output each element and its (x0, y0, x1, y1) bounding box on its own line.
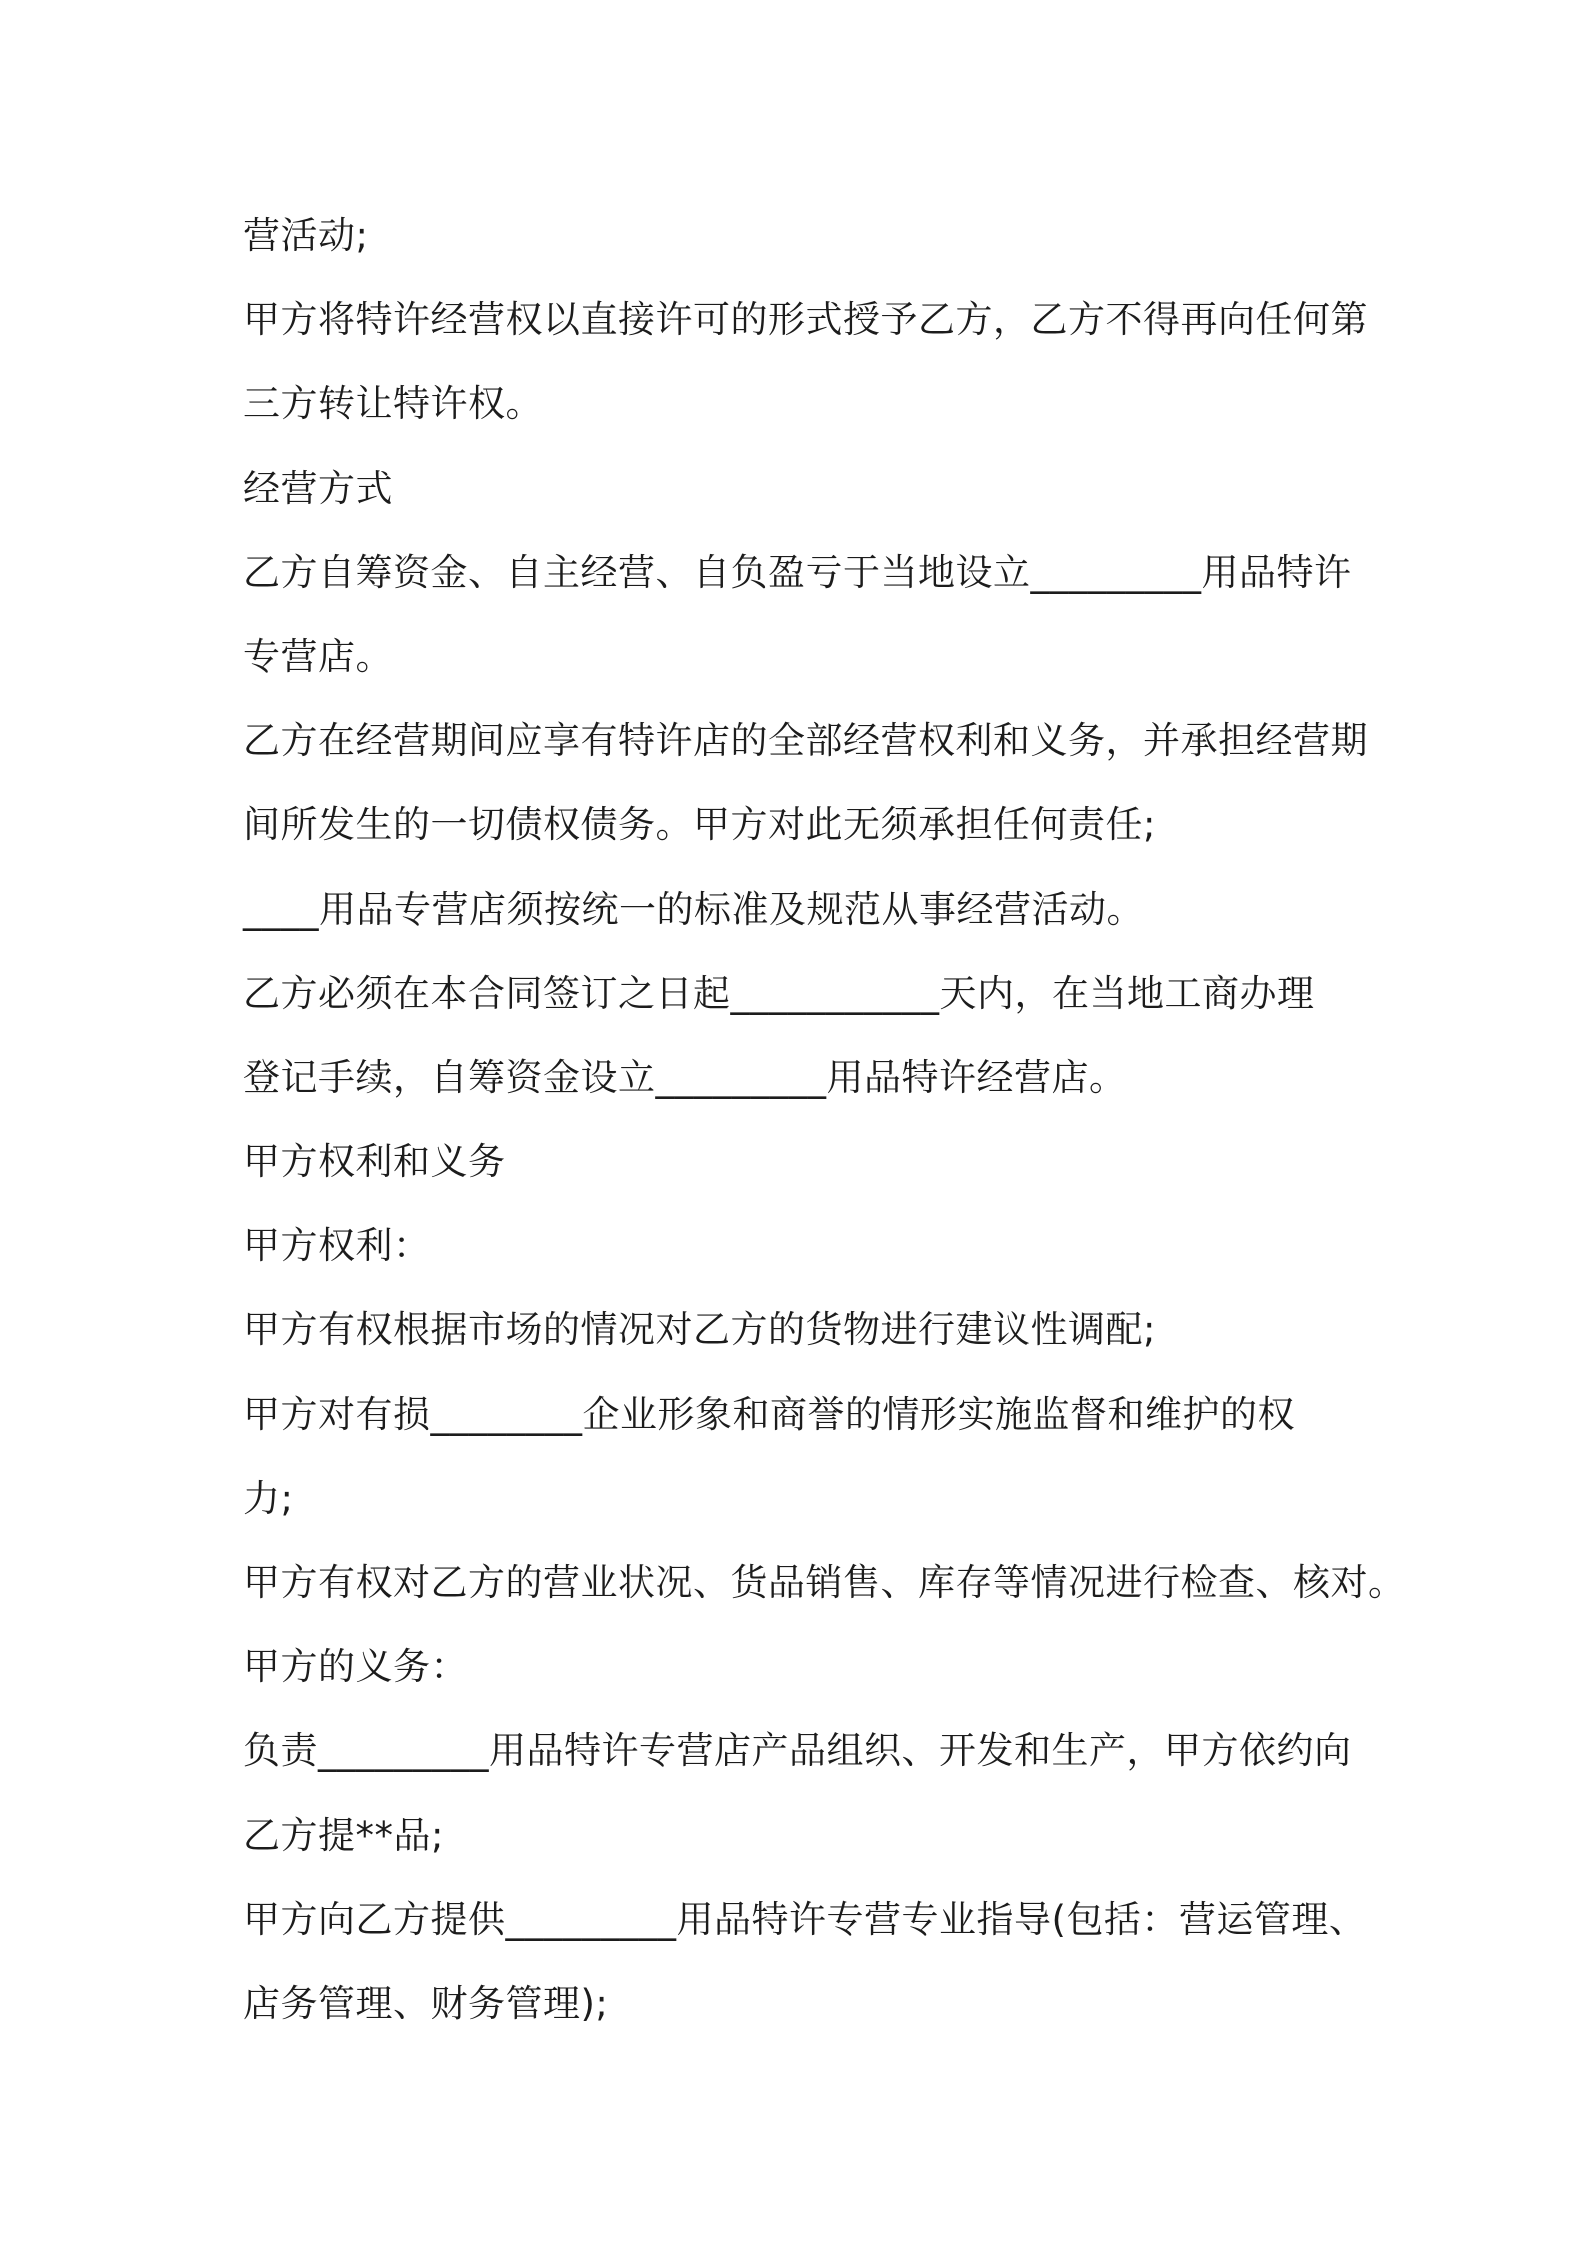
text-line: 登记手续，自筹资金设立_________用品特许经营店。 (243, 1055, 1127, 1099)
section-heading-party-a-rights-obligations: 甲方权利和义务 (243, 1140, 506, 1184)
text-line: 力; (243, 1476, 294, 1520)
text-line: 负责_________用品特许专营店产品组织、开发和生产，甲方依约向 (243, 1729, 1352, 1773)
subheading-party-a-obligations: 甲方的义务： (243, 1645, 468, 1689)
text-line: 甲方对有损________企业形象和商誉的情形实施监督和维护的权 (243, 1392, 1295, 1436)
text-line: 乙方提**品; (243, 1813, 444, 1857)
text-line: ____用品专营店须按统一的标准及规范从事经营活动。 (243, 887, 1144, 931)
text-line: 甲方有权对乙方的营业状况、货品销售、库存等情况进行检查、核对。 (243, 1561, 1406, 1604)
text-line: 甲方向乙方提供_________用品特许专营专业指导(包括：营运管理、 (243, 1897, 1367, 1941)
text-line: 乙方自筹资金、自主经营、自负盈亏于当地设立_________用品特许 (243, 550, 1352, 594)
text-line: 三方转让特许权。 (243, 382, 543, 426)
text-line: 乙方必须在本合同签订之日起___________天内，在当地工商办理 (243, 971, 1315, 1015)
section-heading-business-mode: 经营方式 (243, 466, 393, 510)
text-line: 甲方有权根据市场的情况对乙方的货物进行建议性调配; (243, 1308, 1156, 1352)
text-line: 乙方在经营期间应享有特许店的全部经营权利和义务，并承担经营期 (243, 719, 1368, 763)
text-line: 店务管理、财务管理); (243, 1981, 609, 2025)
text-line: 营活动; (243, 214, 369, 257)
text-line: 甲方将特许经营权以直接许可的形式授予乙方，乙方不得再向任何第 (243, 298, 1368, 342)
text-line: 专营店。 (243, 634, 393, 678)
document-body (243, 194, 1406, 2046)
subheading-party-a-rights: 甲方权利： (243, 1224, 431, 1268)
text-line: 间所发生的一切债权债务。甲方对此无须承担任何责任; (243, 803, 1156, 847)
